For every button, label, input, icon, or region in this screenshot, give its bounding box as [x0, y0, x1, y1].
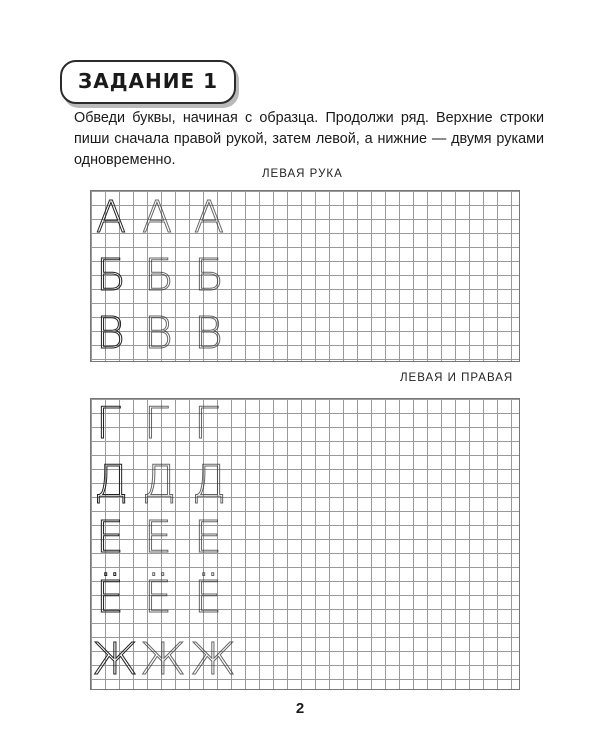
sample-letter: Г	[96, 398, 121, 449]
letter-row	[90, 192, 518, 246]
trace-letter[interactable]: В	[194, 308, 223, 359]
trace-letter[interactable]: Г	[144, 398, 169, 449]
task-title: ЗАДАНИЕ 1	[78, 69, 218, 93]
letter-row	[90, 456, 518, 510]
letter-row	[90, 512, 518, 566]
trace-letter[interactable]: Ж	[190, 634, 236, 685]
trace-letter[interactable]: В	[144, 308, 173, 359]
letter-row	[90, 634, 518, 688]
trace-letter[interactable]: Д	[192, 456, 227, 507]
letter-row	[90, 250, 518, 304]
trace-letter[interactable]: Ж	[140, 634, 186, 685]
trace-letter[interactable]: Д	[142, 456, 177, 507]
sample-letter: Ж	[92, 634, 138, 685]
page-number: 2	[295, 700, 305, 717]
sample-letter: А	[96, 192, 127, 243]
sample-letter: Д	[94, 456, 129, 507]
sample-letter: В	[96, 308, 125, 359]
instructions-text: Обведи буквы, начиная с образца. Продолжи ряд. Верхние строки пиши сначала правой рукой, затем левой, а нижние — двумя руками одновременно.	[74, 110, 544, 168]
sample-letter: Б	[96, 250, 127, 301]
trace-letter[interactable]: Е	[144, 512, 172, 563]
trace-letter[interactable]: А	[194, 192, 225, 243]
letter-row	[90, 308, 518, 362]
trace-letter[interactable]: А	[142, 192, 173, 243]
trace-letter[interactable]: Г	[194, 398, 219, 449]
task-badge	[60, 60, 236, 104]
section2-caption: ЛЕВАЯ И ПРАВАЯ	[400, 372, 514, 384]
trace-letter[interactable]: Ё	[194, 572, 222, 623]
letter-row	[90, 398, 518, 452]
section1-caption: ЛЕВАЯ РУКА	[262, 168, 343, 180]
trace-letter[interactable]: Б	[194, 250, 225, 301]
sample-letter: Е	[96, 512, 124, 563]
trace-letter[interactable]: Б	[144, 250, 175, 301]
trace-letter[interactable]: Ё	[144, 572, 172, 623]
sample-letter: Ё	[96, 572, 124, 623]
trace-letter[interactable]: Е	[194, 512, 222, 563]
letter-row	[90, 572, 518, 626]
